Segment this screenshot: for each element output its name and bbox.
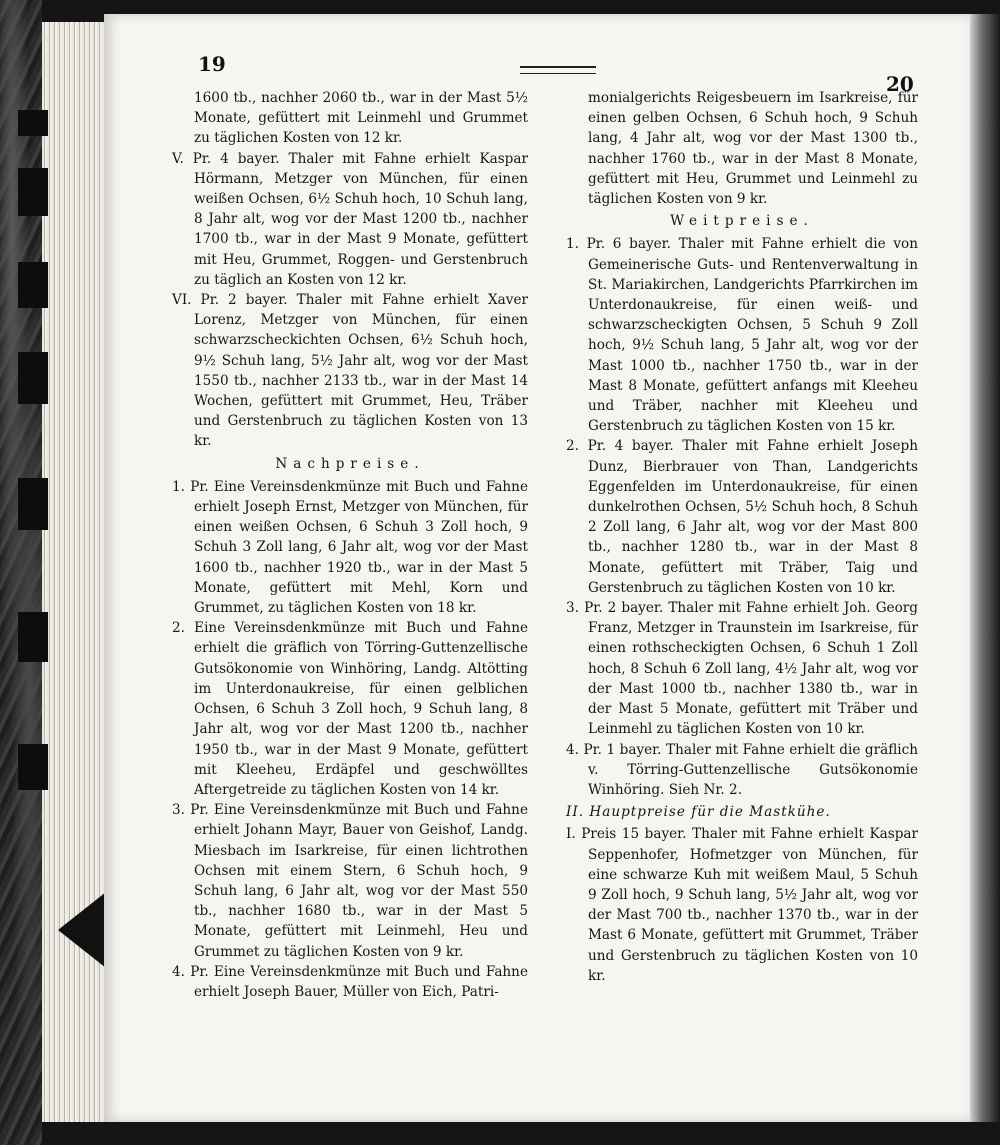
- prize-entry: 3. Pr. Eine Vereinsdenkmünze mit Buch und Fahne erhielt Johann Mayr, Bauer von Geishof, Landg. Miesbach im Isarkreise, für einen lichtrothen Ochsen mit einem Stern, 6 Schuh hoch, 9 Schuh lang, 6 Jahr alt, wog vor der Mast 550 tb., nachher 1680 tb., war in der Mast 5 Monate, gefüttert mit Leinmehl, Heu und Grummet zu täglichen Kosten von 9 kr.: [172, 802, 528, 960]
- page-number-left: 19: [198, 52, 226, 76]
- binding-notch: [58, 892, 106, 968]
- binding-tab: [18, 110, 48, 136]
- right-column: [566, 88, 918, 986]
- prize-entry: V. Pr. 4 bayer. Thaler mit Fahne erhielt Kaspar Hörmann, Metzger von München, für einen weißen Ochsen, 6½ Schuh hoch, 10 Schuh lang, 8 Jahr alt, wog vor der Mast 1200 tb., nachher 1700 tb., war in der Mast 9 Monate, gefüttert mit Heu, Grummet, Roggen- und Gerstenbruch zu täglich an Kosten von 12 kr.: [172, 150, 528, 288]
- binding-tab: [18, 168, 48, 216]
- prize-entry: VI. Pr. 2 bayer. Thaler mit Fahne erhielt Xaver Lorenz, Metzger von München, für einen schwarzscheckichten Ochsen, 6½ Schuh hoch, 9½ Schuh lang, 5½ Jahr alt, wog vor der Mast 1550 tb., nachher 2133 tb., war in der Mast 14 Wochen, gefüttert mit Grummet, Heu, Träber und Gerstenbruch zu täglichen Kosten von 13 kr.: [172, 292, 528, 450]
- binding-tab: [18, 352, 48, 404]
- prize-entry: I. Preis 15 bayer. Thaler mit Fahne erhielt Kaspar Seppenhofer, Hofmetzger von München, für eine schwarze Kuh mit weißem Maul, 5 Schuh 9 Zoll hoch, 9 Schuh lang, 5½ Jahr alt, wog vor der Mast 700 tb., nachher 1370 tb., war in der Mast 6 Monate, gefüttert mit Grummet, Träber und Gerstenbruch zu täglichen Kosten von 10 kr.: [566, 826, 918, 984]
- binding-tab: [18, 478, 48, 530]
- prize-entry: 2. Eine Vereinsdenkmünze mit Buch und Fahne erhielt die gräflich von Törring-Guttenzellische Gutsökonomie von Winhöring, Landg. Altötting im Unterdonaukreise, für einen gelblichen Ochsen, 6 Schuh 3 Zoll hoch, 9 Schuh lang, 8 Jahr alt, wog vor der Mast 1200 tb., nachher 1950 tb., war in der Mast 9 Monate, gefüttert mit Kleeheu, Erdäpfel und geschwölltes Aftergetreide zu täglichen Kosten von 14 kr.: [172, 620, 528, 798]
- binding-tab: [18, 262, 48, 308]
- page-right-edge: [970, 14, 1000, 1122]
- section-heading: Weitpreise.: [670, 213, 814, 230]
- page-number-right: 20: [886, 72, 914, 96]
- prize-entry: 4. Pr. 1 bayer. Thaler mit Fahne erhielt die gräflich v. Törring-Guttenzellische Gutsökonomie Winhöring. Sieh Nr. 2.: [566, 741, 918, 798]
- header-rule: [520, 66, 596, 74]
- prize-entry: 1. Pr. Eine Vereinsdenkmünze mit Buch und Fahne erhielt Joseph Ernst, Metzger von München, für einen weißen Ochsen, 6 Schuh 3 Zoll hoch, 9 Schuh 3 Zoll lang, 6 Jahr alt, wog vor der Mast 1600 tb., nachher 1920 tb., war in der Mast 5 Monate, gefüttert mit Mehl, Korn und Grummet, zu täglichen Kosten von 18 kr.: [172, 478, 528, 617]
- left-column: [172, 88, 528, 1002]
- section-heading: II. Hauptpreise für die Mastkühe.: [566, 804, 831, 821]
- prize-entry: 2. Pr. 4 bayer. Thaler mit Fahne erhielt Joseph Dunz, Bierbrauer von Than, Landgerichts Eggenfelden im Unterdonaukreise, für einen dunkelrothen Ochsen, 5½ Schuh hoch, 8 Schuh 2 Zoll lang, 6 Jahr alt, wog vor der Mast 800 tb., nachher 1280 tb., war in der Mast 8 Monate, gefüttert mit Träber, Taig und Gerstenbruch zu täglichen Kosten von 10 kr.: [566, 438, 918, 596]
- paragraph: monialgerichts Reigesbeuern im Isarkreise, für einen gelben Ochsen, 6 Schuh hoch, 9 Schuh lang, 4 Jahr alt, wog vor der Mast 1300 tb., nachher 1760 tb., war in der Mast 8 Monate, gefüttert mit Heu, Grummet und Leinmehl zu täglichen Kosten von 9 kr.: [588, 90, 918, 208]
- prize-entry: 3. Pr. 2 bayer. Thaler mit Fahne erhielt Joh. Georg Franz, Metzger in Traunstein im Isarkreise, für einen rothscheckigten Ochsen, 6 Schuh 1 Zoll hoch, 8 Schuh 6 Zoll lang, 4½ Jahr alt, wog vor der Mast 1000 tb., nachher 1380 tb., war in der Mast 5 Monate, gefüttert mit Träber und Leinmehl zu täglichen Kosten von 10 kr.: [566, 600, 918, 738]
- prize-entry: 1. Pr. 6 bayer. Thaler mit Fahne erhielt die von Gemeinerische Guts- und Rentenverwaltung in St. Mariakirchen, Landgerichts Pfarrkirchen im Unterdonaukreise, für einen weiß- und schwarzscheckigten Ochsen, 5 Schuh 9 Zoll hoch, 9½ Schuh lang, 5 Jahr alt, wog vor der Mast 1000 tb., nachher 1750 tb., war in der Mast 8 Monate, gefüttert anfangs mit Kleeheu und Träber, nachher mit Kleeheu und Gerstenbruch zu täglichen Kosten von 15 kr.: [566, 236, 918, 435]
- section-heading: Nachpreise.: [275, 455, 425, 472]
- paragraph: 1600 tb., nachher 2060 tb., war in der Mast 5½ Monate, gefüttert mit Leinmehl und Grummet zu täglichen Kosten von 12 kr.: [194, 90, 528, 147]
- binding-tab: [18, 744, 48, 790]
- binding-tab: [18, 612, 48, 662]
- prize-entry: 4. Pr. Eine Vereinsdenkmünze mit Buch und Fahne erhielt Joseph Bauer, Müller von Eich, Patri-: [172, 963, 528, 1000]
